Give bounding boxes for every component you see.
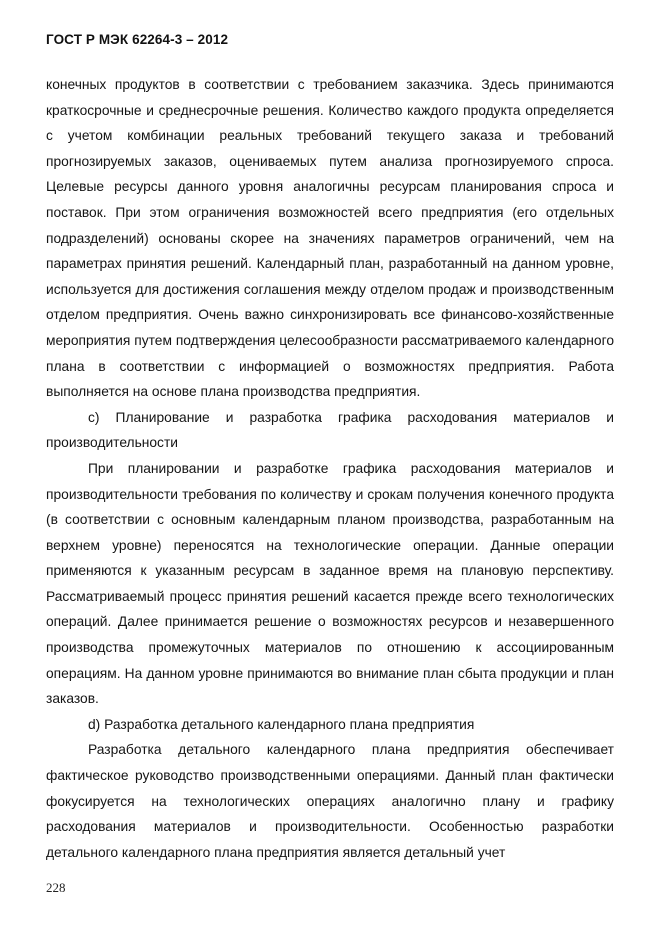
document-body	[46, 72, 614, 865]
heading-item-d: d) Разработка детального календарного плана предприятия	[88, 716, 475, 732]
heading-item-c: c) Планирование и разработка графика расходования материалов и производительности	[46, 409, 614, 451]
paragraph-continuation: конечных продуктов в соответствии с требованием заказчика. Здесь принимаются краткосрочные и среднесрочные решения. Количество каждого продукта определяется с учетом комбинации реальных требований текущего заказа и требований прогнозируемых заказов, оцениваемых путем анализа прогнозируемого спроса. Целевые ресурсы данного уровня аналогичны ресурсам планирования спроса и поставок. При этом ограничения возможностей всего предприятия (его отдельных подразделений) основаны скорее на значениях параметров ограничений, чем на параметрах принятия решений. Календарный план, разработанный на данном уровне, используется для достижения соглашения между отделом продаж и производственным отделом предприятия. Очень важно синхронизировать все финансово-хозяйственные мероприятия путем подтверждения целесообразности рассматриваемого календарного плана в соответствии с информацией о возможностях предприятия. Работа выполняется на основе плана производства предприятия.	[46, 77, 614, 400]
paragraph-detailed-schedule: Разработка детального календарного плана предприятия обеспечивает фактическое руководство производственными операциями. Данный план фактически фокусируется на технологических операциях аналогично плану и графику расходования материалов и производительности. Особенностью разработки детального календарного плана предприятия является детальный учет	[46, 742, 614, 860]
page-number: 228	[46, 880, 66, 895]
paragraph-material-planning: При планировании и разработке графика расходования материалов и производительности требования по количеству и срокам получения конечного продукта (в соответствии с основным календарным планом производства, разработанным на верхнем уровне) переносятся на технологические операции. Данные операции применяются к указанным ресурсам в заданное время на плановую перспективу. Рассматриваемый процесс принятия решений касается прежде всего технологических операций. Далее принимается решение о возможностях ресурсов и незавершенного производства промежуточных материалов по отношению к ассоциированным операциям. На данном уровне принимаются во внимание план сбыта продукции и план заказов.	[46, 460, 614, 707]
document-header: ГОСТ Р МЭК 62264-3 – 2012	[46, 32, 229, 47]
